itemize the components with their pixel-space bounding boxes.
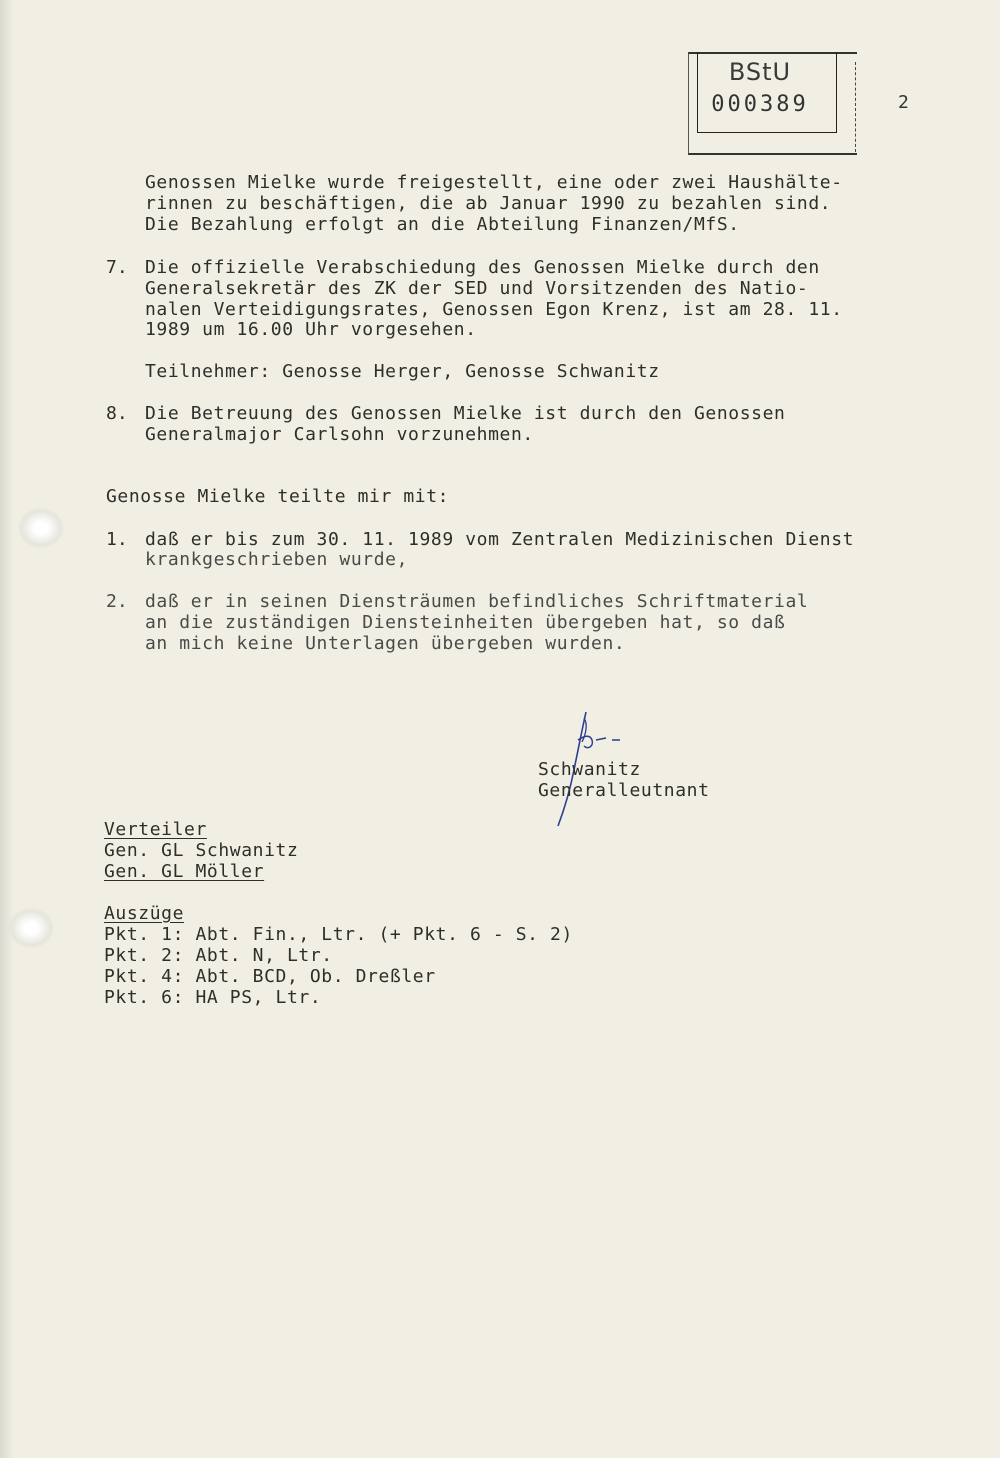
- archive-stamp-dashed-edge: [855, 62, 856, 152]
- statement-2-line: an mich keine Unterlagen übergeben wurden.: [145, 633, 626, 654]
- point-8-number: 8.: [106, 403, 128, 424]
- statement-1-number: 1.: [106, 529, 128, 550]
- extracts-heading: Auszüge: [104, 903, 185, 924]
- point-7-participants: Teilnehmer: Genosse Herger, Genosse Schwanitz: [145, 361, 660, 382]
- page-edge-shadow: [0, 0, 14, 1458]
- extract-item: Pkt. 4: Abt. BCD, Ob. Dreßler: [104, 966, 436, 987]
- intro-line: Die Bezahlung erfolgt an die Abteilung Finanzen/MfS.: [145, 214, 740, 235]
- intro-line: Genossen Mielke wurde freigestellt, eine oder zwei Haushälte-: [145, 172, 843, 193]
- distribution-recipient: Gen. GL Möller: [104, 861, 265, 882]
- statement-1-line: krankgeschrieben wurde,: [145, 549, 409, 570]
- signatory-name: Schwanitz: [538, 759, 641, 780]
- point-8-line: Die Betreuung des Genossen Mielke ist durch den Genossen: [145, 403, 786, 424]
- intro-line: rinnen zu beschäftigen, die ab Januar 1990 zu bezahlen sind.: [145, 193, 832, 214]
- point-8-line: Generalmajor Carlsohn vorzunehmen.: [145, 424, 534, 445]
- statement-2-number: 2.: [106, 591, 128, 612]
- statement-1-line: daß er bis zum 30. 11. 1989 vom Zentralen Medizinischen Dienst: [145, 529, 855, 550]
- archive-stamp-number: 000389: [711, 92, 809, 117]
- point-7-number: 7.: [106, 257, 128, 278]
- point-7-line: Die offizielle Verabschiedung des Genossen Mielke durch den: [145, 257, 820, 278]
- page-number: 2: [898, 92, 909, 113]
- distribution-heading: Verteiler: [104, 819, 207, 840]
- statement-intro: Genosse Mielke teilte mir mit:: [106, 486, 450, 507]
- point-7-line: Generalsekretär des ZK der SED und Vorsitzenden des Natio-: [145, 278, 809, 299]
- extract-item: Pkt. 1: Abt. Fin., Ltr. (+ Pkt. 6 - S. 2): [104, 924, 573, 945]
- archive-stamp-label: BStU: [728, 58, 792, 86]
- punch-hole-mark: [8, 908, 54, 948]
- statement-2-line: an die zuständigen Diensteinheiten übergeben hat, so daß: [145, 612, 786, 633]
- extract-item: Pkt. 2: Abt. N, Ltr.: [104, 945, 333, 966]
- punch-hole-mark: [18, 508, 64, 548]
- point-7-line: nalen Verteidigungsrates, Genossen Egon Krenz, ist am 28. 11.: [145, 299, 843, 320]
- distribution-recipient: Gen. GL Schwanitz: [104, 840, 299, 861]
- statement-2-line: daß er in seinen Diensträumen befindliches Schriftmaterial: [145, 591, 809, 612]
- extract-item: Pkt. 6: HA PS, Ltr.: [104, 987, 322, 1008]
- point-7-line: 1989 um 16.00 Uhr vorgesehen.: [145, 319, 477, 340]
- signatory-rank: Generalleutnant: [538, 780, 710, 801]
